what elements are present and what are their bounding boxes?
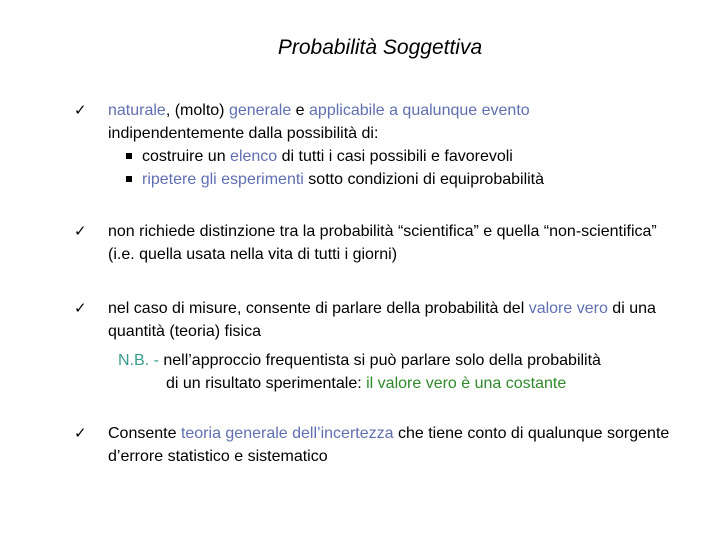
text-span: nell’approccio frequentista si può parlare solo della probabilità — [163, 352, 601, 369]
text-span: costruire un — [142, 148, 231, 165]
nb-line-2 — [118, 372, 678, 395]
bullet-4 — [74, 422, 686, 468]
text-span: ripetere gli esperimenti — [142, 171, 304, 188]
text-span: e — [291, 102, 310, 119]
text-span: di un risultato sperimentale: — [166, 375, 367, 392]
text-span: il valore vero è una costante — [366, 375, 567, 392]
bullet-3 — [74, 297, 686, 343]
sub-item-1 — [142, 145, 686, 168]
check-icon: ✓ — [74, 424, 87, 442]
text-span: di una quantità (teoria) fisica — [108, 300, 656, 340]
bullet-3-text — [108, 297, 686, 343]
text-span: N.B. - — [118, 352, 164, 369]
check-icon: ✓ — [74, 299, 87, 317]
text-span: naturale — [108, 102, 166, 119]
text-span: sotto condizioni di equiprobabilità — [303, 171, 545, 188]
text-span: teoria generale dell’incertezza — [180, 425, 394, 442]
nb-line-1 — [118, 349, 678, 372]
text-span: che tiene conto di qualunque sorgente d’errore statistico e sistematico — [108, 425, 670, 465]
text-span: applicabile a qualunque evento — [309, 102, 530, 119]
square-bullet-icon — [126, 176, 132, 182]
page-title: Probabilità Soggettiva — [277, 36, 483, 59]
text-span: elenco — [230, 148, 278, 165]
nb-note — [118, 349, 678, 395]
text-span: di tutti i casi possibili e favorevoli — [277, 148, 513, 165]
text-span: valore vero — [528, 300, 608, 317]
text-span: generale — [228, 102, 292, 119]
text-span: nel caso di misure, consente di parlare della probabilità del — [108, 300, 529, 317]
text-span: indipendentemente dalla possibilità di: — [108, 125, 379, 142]
bullet-1 — [74, 99, 686, 191]
text-span: , (molto) — [165, 102, 229, 119]
bullet-2-text: non richiede distinzione tra la probabilità “scientifica” e quella “non-scientifica” (i.e. quella usata nella vita di tutti i giorni) — [108, 223, 657, 263]
bullet-1-text — [108, 99, 686, 191]
bullet-4-text — [108, 422, 686, 468]
check-icon: ✓ — [74, 222, 87, 240]
bullet-2 — [74, 220, 686, 266]
text-span: Consente — [108, 425, 181, 442]
square-bullet-icon — [126, 153, 132, 159]
sub-item-2 — [142, 168, 686, 191]
check-icon: ✓ — [74, 101, 87, 119]
